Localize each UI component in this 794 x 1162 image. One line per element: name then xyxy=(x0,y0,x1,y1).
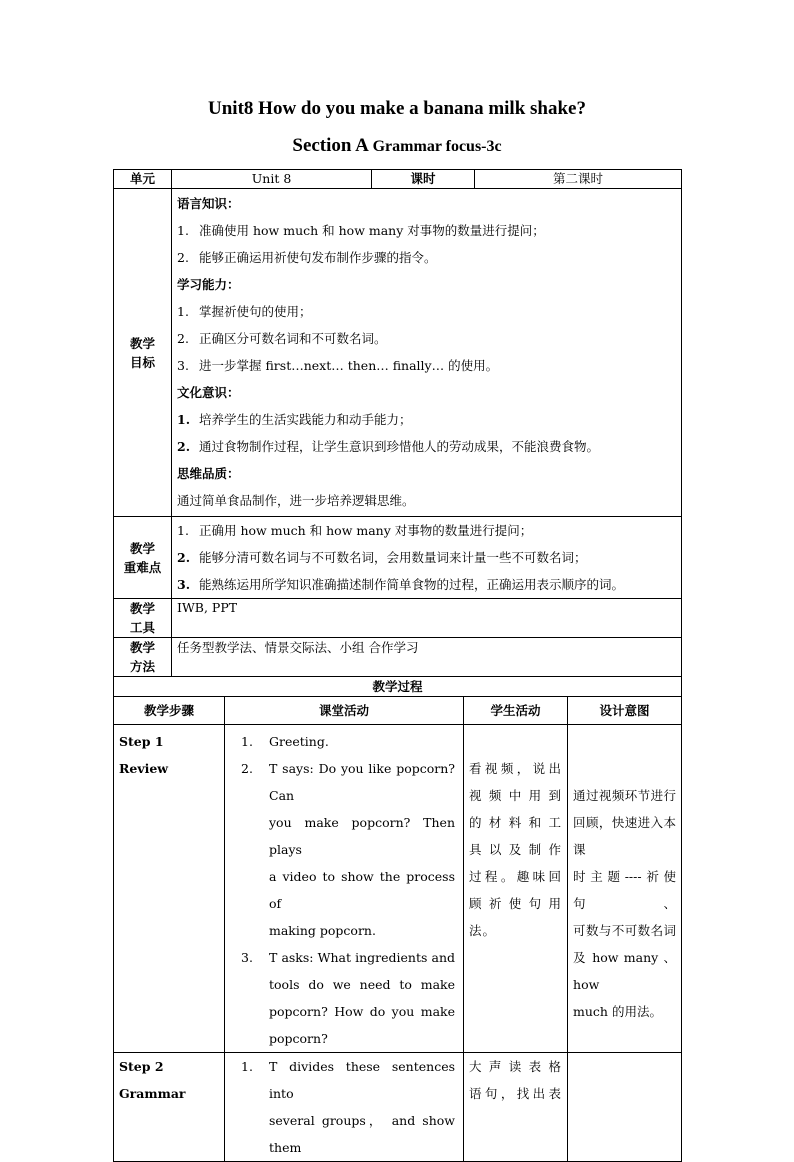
col-student-header: 学生活动 xyxy=(464,697,568,725)
step1-student-activity: 看视频，说出 视频中用到 的材料和工 具以及制作 过程。趣味回 顾祈使句用 法。 xyxy=(464,725,568,1053)
ability-heading: 学习能力： xyxy=(177,277,240,292)
document-subtitle xyxy=(0,135,794,157)
objectives-content xyxy=(172,189,682,517)
lesson-plan-table xyxy=(113,169,682,1162)
unit-value: Unit 8 xyxy=(172,170,372,189)
process-title: 教学过程 xyxy=(114,677,682,697)
list-item: 1. 培养学生的生活实践能力和动手能力； xyxy=(177,412,412,427)
document-title: Unit8 How do you make a banana milk shake? xyxy=(208,98,586,119)
keypoints-content xyxy=(172,517,682,599)
step2-name: Step 2 Grammar xyxy=(114,1053,225,1162)
step2-design-intent xyxy=(568,1053,682,1162)
list-item: 1. Greeting. xyxy=(241,734,329,749)
step2-student-activity: 大声读表格 语句，找出表 xyxy=(464,1053,568,1162)
keypoints-label: 教学 重难点 xyxy=(114,517,172,599)
col-design-header: 设计意图 xyxy=(568,697,682,725)
unit-label: 单元 xyxy=(114,170,172,189)
list-item: 3. 能熟练运用所学知识准确描述制作简单食物的过程，正确运用表示顺序的词。 xyxy=(177,577,625,592)
step1-name: Step 1 Review xyxy=(114,725,225,1053)
objectives-label: 教学 目标 xyxy=(114,189,172,517)
methods-value: 任务型教学法、情景交际法、小组 合作学习 xyxy=(172,638,682,677)
thinking-heading: 思维品质： xyxy=(177,466,240,481)
step1-class-activity xyxy=(225,725,464,1053)
list-item: 1. T divides these sentences into several groups， and show them xyxy=(241,1059,456,1155)
list-item: 1. 准确使用 how much 和 how many 对事物的数量进行提问； xyxy=(177,223,545,238)
list-item: 2. 正确区分可数名词和不可数名词。 xyxy=(177,331,387,346)
culture-heading: 文化意识： xyxy=(177,385,240,400)
list-item: 2. 通过食物制作过程，让学生意识到珍惜他人的劳动成果，不能浪费食物。 xyxy=(177,439,600,454)
lang-heading: 语言知识： xyxy=(177,196,240,211)
list-item: 3. T asks: What ingredients and tools do we need to make popcorn? How do you make popcorn? xyxy=(241,950,456,1046)
list-item: 1. 掌握祈使句的使用； xyxy=(177,304,312,319)
tools-label: 教学 工具 xyxy=(114,599,172,638)
thinking-text: 通过简单食品制作，进一步培养逻辑思维。 xyxy=(177,493,415,508)
tools-value: IWB, PPT xyxy=(172,599,682,638)
col-class-header: 课堂活动 xyxy=(225,697,464,725)
methods-label: 教学 方法 xyxy=(114,638,172,677)
period-label: 课时 xyxy=(372,170,475,189)
step1-design-intent: 通过视频环节进行 回顾，快速进入本课 时主题----祈使句、 可数与不可数名词 及 how many 、how much 的用法。 xyxy=(568,725,682,1053)
list-item: 2. T says: Do you like popcorn? Can you make popcorn? Then plays a video to show the process of making popcorn. xyxy=(241,761,456,938)
step2-class-activity xyxy=(225,1053,464,1162)
subtitle-section: Section A xyxy=(292,135,373,156)
list-item: 3. 进一步掌握 first…next… then… finally… 的使用。 xyxy=(177,358,499,373)
period-value: 第二课时 xyxy=(475,170,682,189)
list-item: 2. 能够正确运用祈使句发布制作步骤的指令。 xyxy=(177,250,437,265)
list-item: 2. 能够分清可数名词与不可数名词，会用数量词来计量一些不可数名词； xyxy=(177,550,587,565)
subtitle-topic: Grammar focus-3c xyxy=(372,138,502,155)
list-item: 1. 正确用 how much 和 how many 对事物的数量进行提问； xyxy=(177,523,533,538)
col-step-header: 教学步骤 xyxy=(114,697,225,725)
